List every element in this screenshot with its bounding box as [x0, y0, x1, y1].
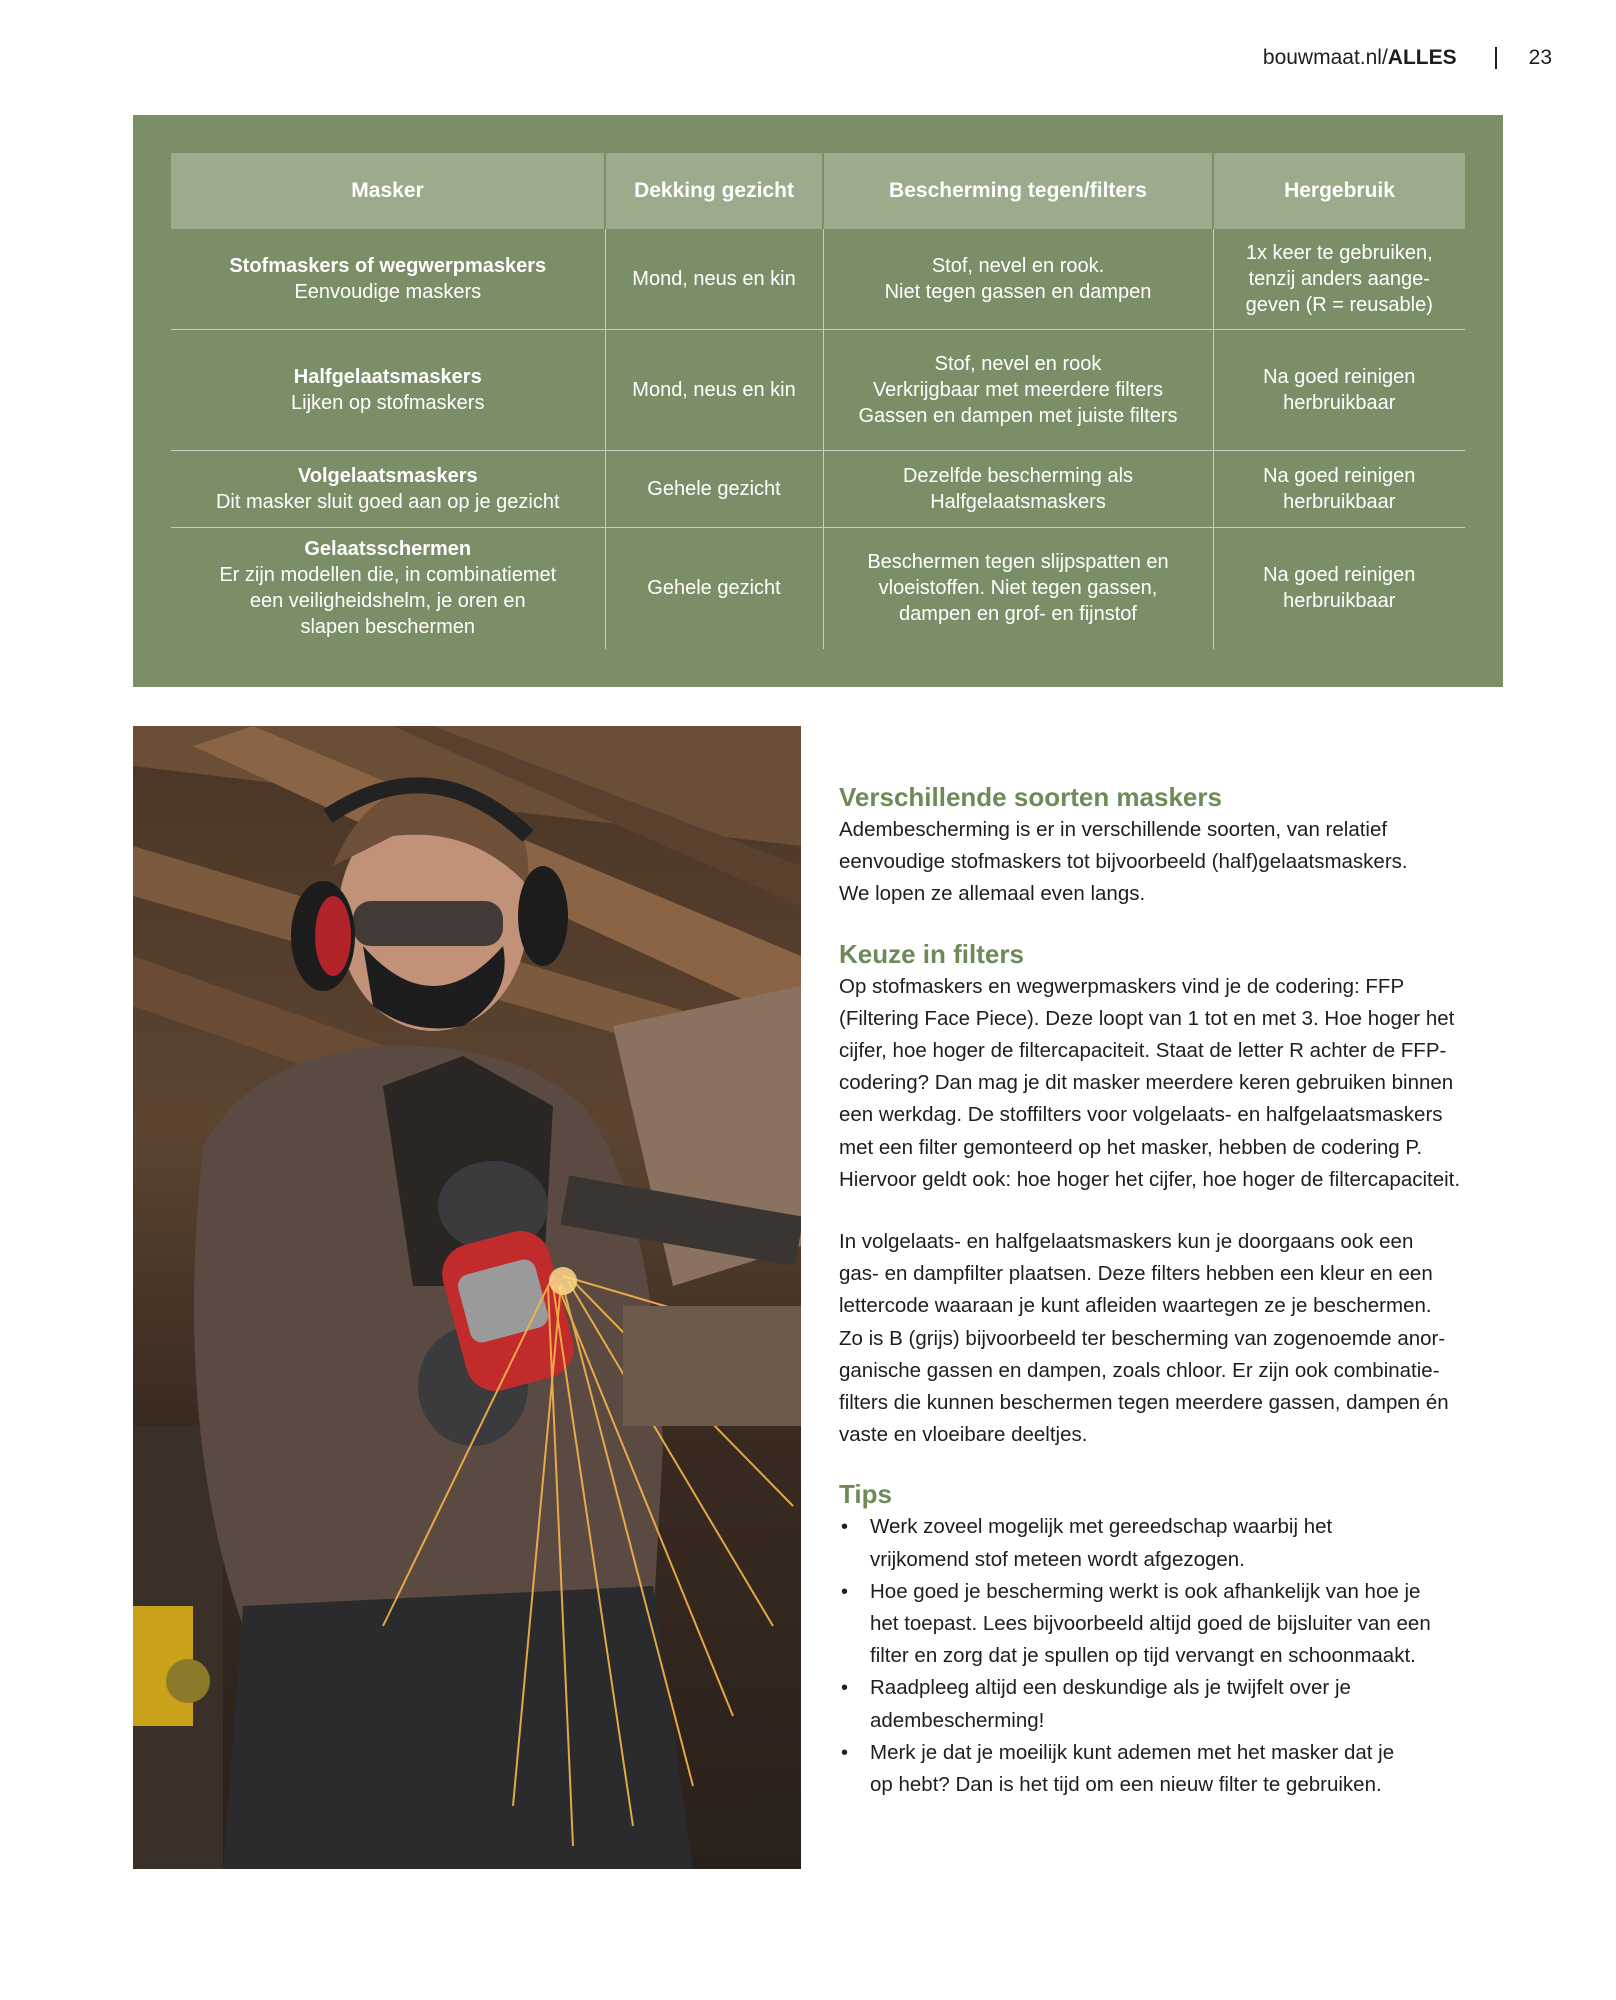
mask-name: Halfgelaatsmaskers	[293, 365, 482, 388]
text-line: adembescherming!	[870, 1708, 1045, 1732]
text-line: cijfer, hoe hoger de filtercapaciteit. Staat de letter R achter de FFP-	[839, 1039, 1447, 1063]
protection-line: Dezelfde bescherming als	[902, 464, 1134, 487]
section-paragraph	[839, 1226, 1489, 1451]
reuse-line: 1x keer te gebruiken,	[1245, 241, 1433, 264]
protection-line: Halfgelaatsmaskers	[930, 490, 1106, 513]
table-header-row	[171, 153, 1465, 229]
reuse-cell	[1213, 229, 1465, 329]
protection-line: vloeistoffen. Niet tegen gassen,	[878, 577, 1158, 600]
mask-cell	[171, 450, 605, 527]
text-line: gas- en dampfilter plaatsen. Deze filters hebben een kleur en een	[839, 1262, 1433, 1286]
table-row	[171, 229, 1465, 329]
text-line: filters die kunnen beschermen tegen meerdere gassen, dampen én	[839, 1391, 1449, 1415]
reuse-line: Na goed reinigen	[1263, 464, 1416, 487]
protection-cell	[823, 527, 1213, 649]
protection-cell	[823, 329, 1213, 450]
text-line: Op stofmaskers en wegwerpmaskers vind je de codering: FFP	[839, 974, 1405, 998]
text-line: In volgelaats- en halfgelaatsmaskers kun je doorgaans ook een	[839, 1230, 1414, 1254]
coverage-cell: Gehele gezicht	[605, 450, 823, 527]
reuse-cell	[1213, 329, 1465, 450]
mask-table-panel	[133, 115, 1503, 687]
spacer	[839, 1451, 1489, 1477]
protection-line: Verkrijgbaar met meerdere filters	[872, 378, 1164, 401]
mask-description: Eenvoudige maskers	[294, 280, 482, 303]
text-line: Raadpleeg altijd een deskundige als je twijfelt over je	[870, 1676, 1351, 1700]
mask-description-line: slapen beschermen	[300, 616, 476, 639]
mask-description: Lijken op stofmaskers	[291, 391, 485, 414]
article-body	[839, 780, 1489, 1801]
section-heading-tips: Tips	[839, 1479, 892, 1510]
mask-cell	[171, 329, 605, 450]
page-number: 23	[1528, 46, 1552, 69]
column-header-hergebruik: Hergebruik	[1213, 153, 1465, 229]
column-header-dekking: Dekking gezicht	[605, 153, 823, 229]
protection-line: Niet tegen gassen en dampen	[884, 280, 1152, 303]
reuse-line: tenzij anders aange-	[1248, 267, 1430, 290]
column-header-bescherming: Bescherming tegen/filters	[823, 153, 1213, 229]
text-line: Zo is B (grijs) bijvoorbeeld ter bescherming van zogenoemde anor-	[839, 1326, 1446, 1350]
text-line: lettercode waaraan je kunt afleiden waartegen ze je beschermen.	[839, 1294, 1432, 1318]
list-item	[839, 1737, 1489, 1801]
text-line: ganische gassen en dampen, zoals chloor. Er zijn ook combinatie-	[839, 1358, 1440, 1382]
list-item	[839, 1576, 1489, 1673]
mask-name: Stofmaskers of wegwerpmaskers	[229, 254, 547, 277]
mask-description-line: Er zijn modellen die, in combinatiemet	[219, 564, 557, 587]
page-header	[1263, 46, 1552, 70]
protection-cell	[823, 450, 1213, 527]
text-line: het toepast. Lees bijvoorbeeld altijd goed de bijsluiter van een	[870, 1612, 1431, 1636]
section-paragraph	[839, 814, 1489, 911]
text-line: Adembescherming is er in verschillende soorten, van relatief	[839, 818, 1388, 841]
reuse-line: Na goed reinigen	[1263, 564, 1416, 587]
table-row	[171, 329, 1465, 450]
table-row	[171, 527, 1465, 649]
protection-line: Beschermen tegen slijpspatten en	[867, 551, 1169, 574]
text-line: eenvoudige stofmaskers tot bijvoorbeeld (half)gelaatsmaskers.	[839, 850, 1408, 874]
reuse-line: geven (R = reusable)	[1245, 293, 1433, 316]
text-line: een werkdag. De stoffilters voor volgelaats- en halfgelaatsmaskers	[839, 1103, 1443, 1127]
coverage-cell: Mond, neus en kin	[605, 229, 823, 329]
text-line: Merk je dat je moeilijk kunt ademen met het masker dat je	[870, 1740, 1395, 1764]
protection-cell	[823, 229, 1213, 329]
text-line: Hoe goed je bescherming werkt is ook afhankelijk van hoe je	[870, 1579, 1421, 1603]
text-line: vaste en vloeibare deeltjes.	[839, 1423, 1088, 1447]
text-line: vrijkomend stof meteen wordt afgezogen.	[870, 1547, 1245, 1571]
text-line: Werk zoveel mogelijk met gereedschap waarbij het	[870, 1515, 1333, 1539]
site-name: bouwmaat.nl/ALLES	[1262, 46, 1457, 69]
coverage-cell: Gehele gezicht	[605, 527, 823, 649]
text-line: Hiervoor geldt ook: hoe hoger het cijfer, hoe hoger de filtercapaciteit.	[839, 1167, 1461, 1191]
spacer	[839, 1196, 1489, 1226]
section-paragraph	[839, 971, 1489, 1196]
reuse-cell	[1213, 527, 1465, 649]
tips-list	[839, 1511, 1489, 1801]
mask-name: Volgelaatsmaskers	[297, 464, 478, 487]
spacer	[839, 911, 1489, 937]
reuse-line: herbruikbaar	[1283, 490, 1396, 513]
mask-comparison-table	[171, 153, 1465, 649]
list-item	[839, 1511, 1489, 1575]
section-heading-filters: Keuze in filters	[839, 938, 1024, 969]
mask-cell	[171, 229, 605, 329]
reuse-cell	[1213, 450, 1465, 527]
mask-cell	[171, 527, 605, 649]
text-line: codering? Dan mag je dit masker meerdere keren gebruiken binnen	[839, 1071, 1454, 1095]
text-line: met een filter gemonteerd op het masker, hebben de codering P.	[839, 1135, 1423, 1159]
list-item	[839, 1672, 1489, 1736]
mask-name: Gelaatsschermen	[304, 538, 472, 561]
text-line: We lopen ze allemaal even langs.	[839, 882, 1146, 906]
protection-line: Stof, nevel en rook.	[931, 254, 1105, 277]
mask-description-line: een veiligheidshelm, je oren en	[249, 590, 526, 613]
mask-description: Dit masker sluit goed aan op je gezicht	[215, 490, 560, 513]
text-line: (Filtering Face Piece). Deze loopt van 1 tot en met 3. Hoe hoger het	[839, 1006, 1455, 1030]
reuse-line: herbruikbaar	[1283, 590, 1396, 613]
table-row	[171, 450, 1465, 527]
photo-illustration	[133, 726, 801, 1869]
section-heading-soorten: Verschillende soorten maskers	[839, 782, 1222, 812]
reuse-line: herbruikbaar	[1283, 391, 1396, 414]
protection-line: dampen en grof- en fijnstof	[899, 603, 1137, 626]
column-header-masker: Masker	[171, 153, 605, 229]
text-line: filter en zorg dat je spullen op tijd vervangt en schoonmaakt.	[870, 1644, 1416, 1668]
header-divider	[1495, 47, 1497, 69]
photo-grinding-worker	[133, 726, 801, 1869]
protection-line: Stof, nevel en rook	[934, 352, 1102, 375]
text-line: op hebt? Dan is het tijd om een nieuw filter te gebruiken.	[870, 1773, 1382, 1797]
protection-line: Gassen en dampen met juiste filters	[858, 404, 1178, 427]
coverage-cell: Mond, neus en kin	[605, 329, 823, 450]
reuse-line: Na goed reinigen	[1263, 365, 1416, 388]
